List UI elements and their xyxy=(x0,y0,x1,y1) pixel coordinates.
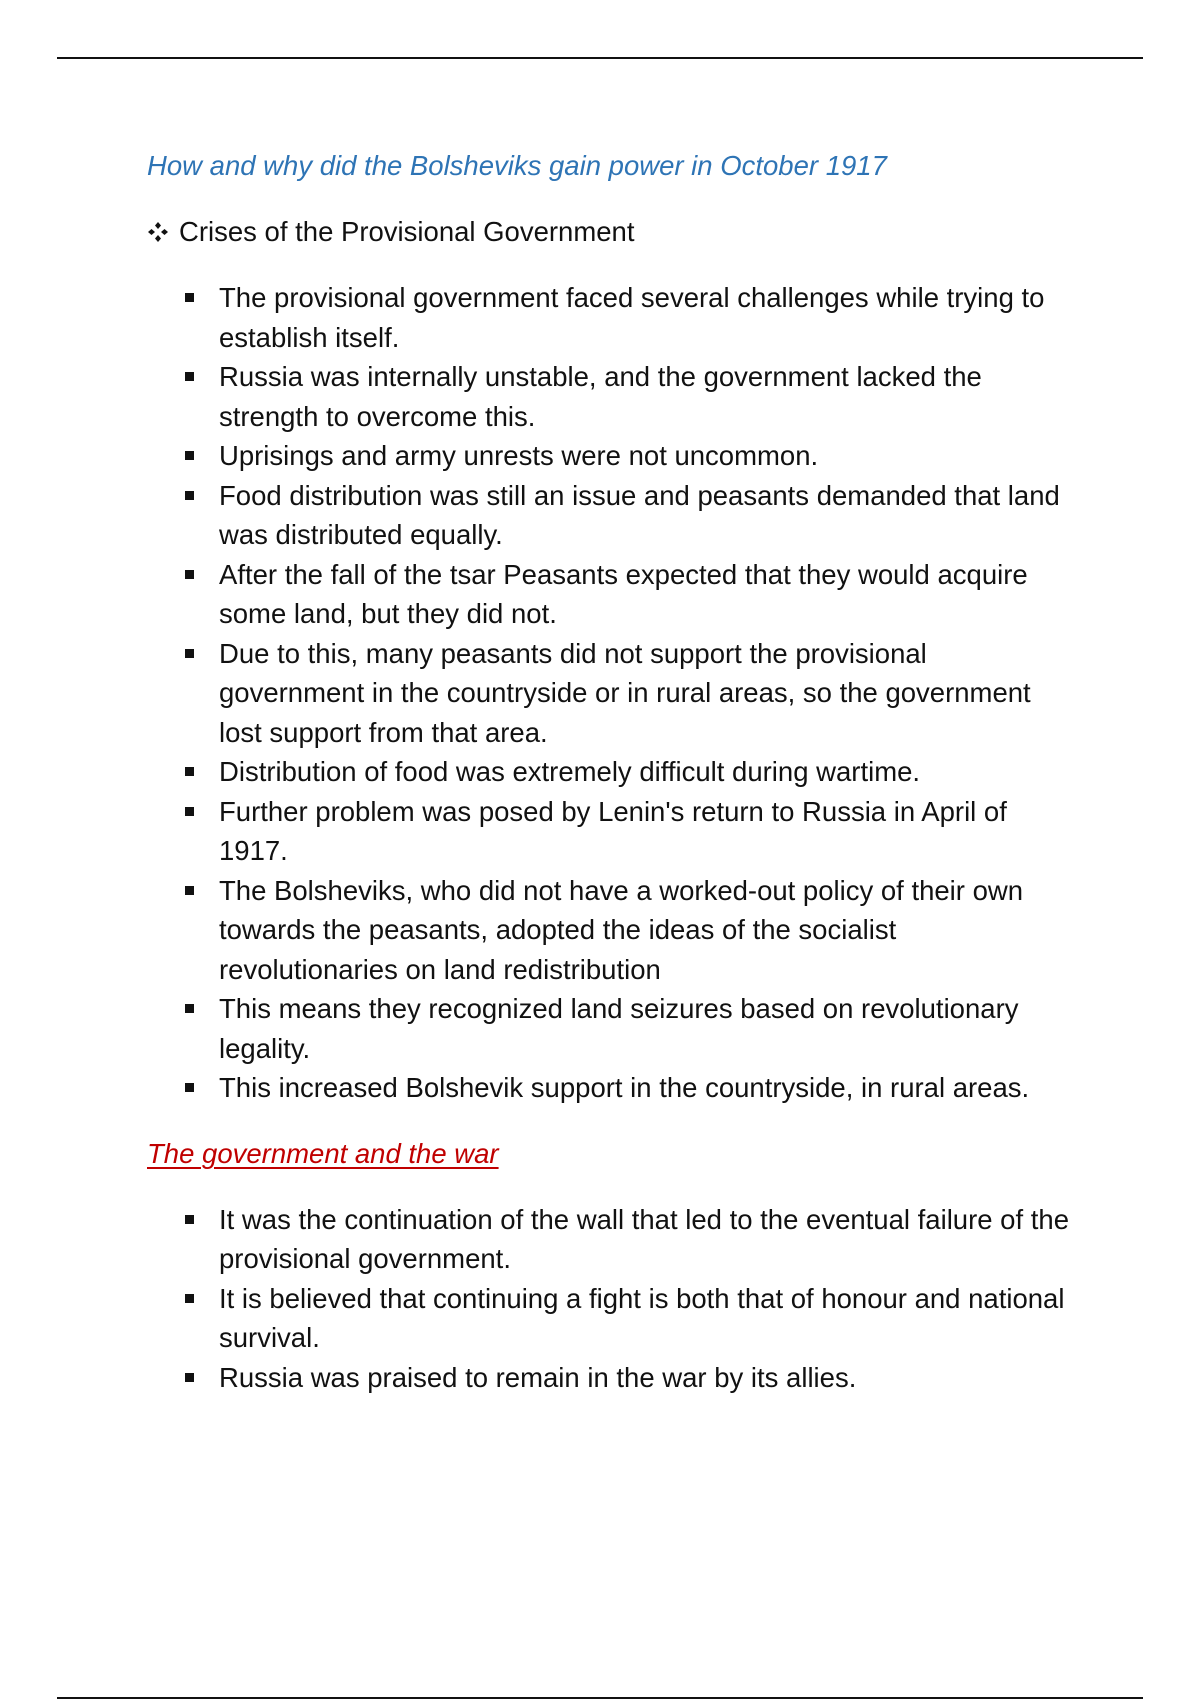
square-bullet-icon xyxy=(185,767,194,776)
list-item: After the fall of the tsar Peasants expected that they would acquire some land, but they did not. xyxy=(147,555,1077,634)
list-item: It is believed that continuing a fight is both that of honour and national survival. xyxy=(147,1279,1077,1358)
list-item: Russia was internally unstable, and the government lacked the strength to overcome this. xyxy=(147,357,1077,436)
square-bullet-icon xyxy=(185,1294,194,1303)
list-item: Food distribution was still an issue and peasants demanded that land was distributed equally. xyxy=(147,476,1077,555)
square-bullet-icon xyxy=(185,1083,194,1092)
square-bullet-icon xyxy=(185,1215,194,1224)
list-item: Russia was praised to remain in the war by its allies. xyxy=(147,1358,1077,1398)
document-body xyxy=(147,146,1077,1397)
section2-bullet-list xyxy=(147,1200,1077,1398)
list-item: This means they recognized land seizures based on revolutionary legality. xyxy=(147,989,1077,1068)
section1-heading xyxy=(147,212,1077,252)
square-bullet-icon xyxy=(185,570,194,579)
section1-heading-text: Crises of the Provisional Government xyxy=(179,216,635,247)
list-item: The Bolsheviks, who did not have a worked-out policy of their own towards the peasants, adopted the ideas of the socialist revolutionaries on land redistribution xyxy=(147,871,1077,990)
list-item: The provisional government faced several challenges while trying to establish itself. xyxy=(147,278,1077,357)
list-item: It was the continuation of the wall that led to the eventual failure of the provisional government. xyxy=(147,1200,1077,1279)
square-bullet-icon xyxy=(185,451,194,460)
section2-heading: The government and the war xyxy=(147,1137,499,1169)
square-bullet-icon xyxy=(185,649,194,658)
square-bullet-icon xyxy=(185,372,194,381)
square-bullet-icon xyxy=(185,1373,194,1382)
list-item: Due to this, many peasants did not support the provisional government in the countryside or in rural areas, so the government lost support from that area. xyxy=(147,634,1077,753)
four-diamond-icon xyxy=(147,221,169,243)
list-item: Distribution of food was extremely difficult during wartime. xyxy=(147,752,1077,792)
square-bullet-icon xyxy=(185,491,194,500)
list-item: This increased Bolshevik support in the countryside, in rural areas. xyxy=(147,1068,1077,1108)
square-bullet-icon xyxy=(185,1004,194,1013)
bottom-rule xyxy=(57,1697,1143,1699)
page-title: How and why did the Bolsheviks gain power in October 1917 xyxy=(147,150,887,181)
square-bullet-icon xyxy=(185,293,194,302)
list-item: Uprisings and army unrests were not uncommon. xyxy=(147,436,1077,476)
list-item: Further problem was posed by Lenin's return to Russia in April of 1917. xyxy=(147,792,1077,871)
top-rule xyxy=(57,57,1143,59)
section1-bullet-list xyxy=(147,278,1077,1108)
square-bullet-icon xyxy=(185,807,194,816)
square-bullet-icon xyxy=(185,886,194,895)
